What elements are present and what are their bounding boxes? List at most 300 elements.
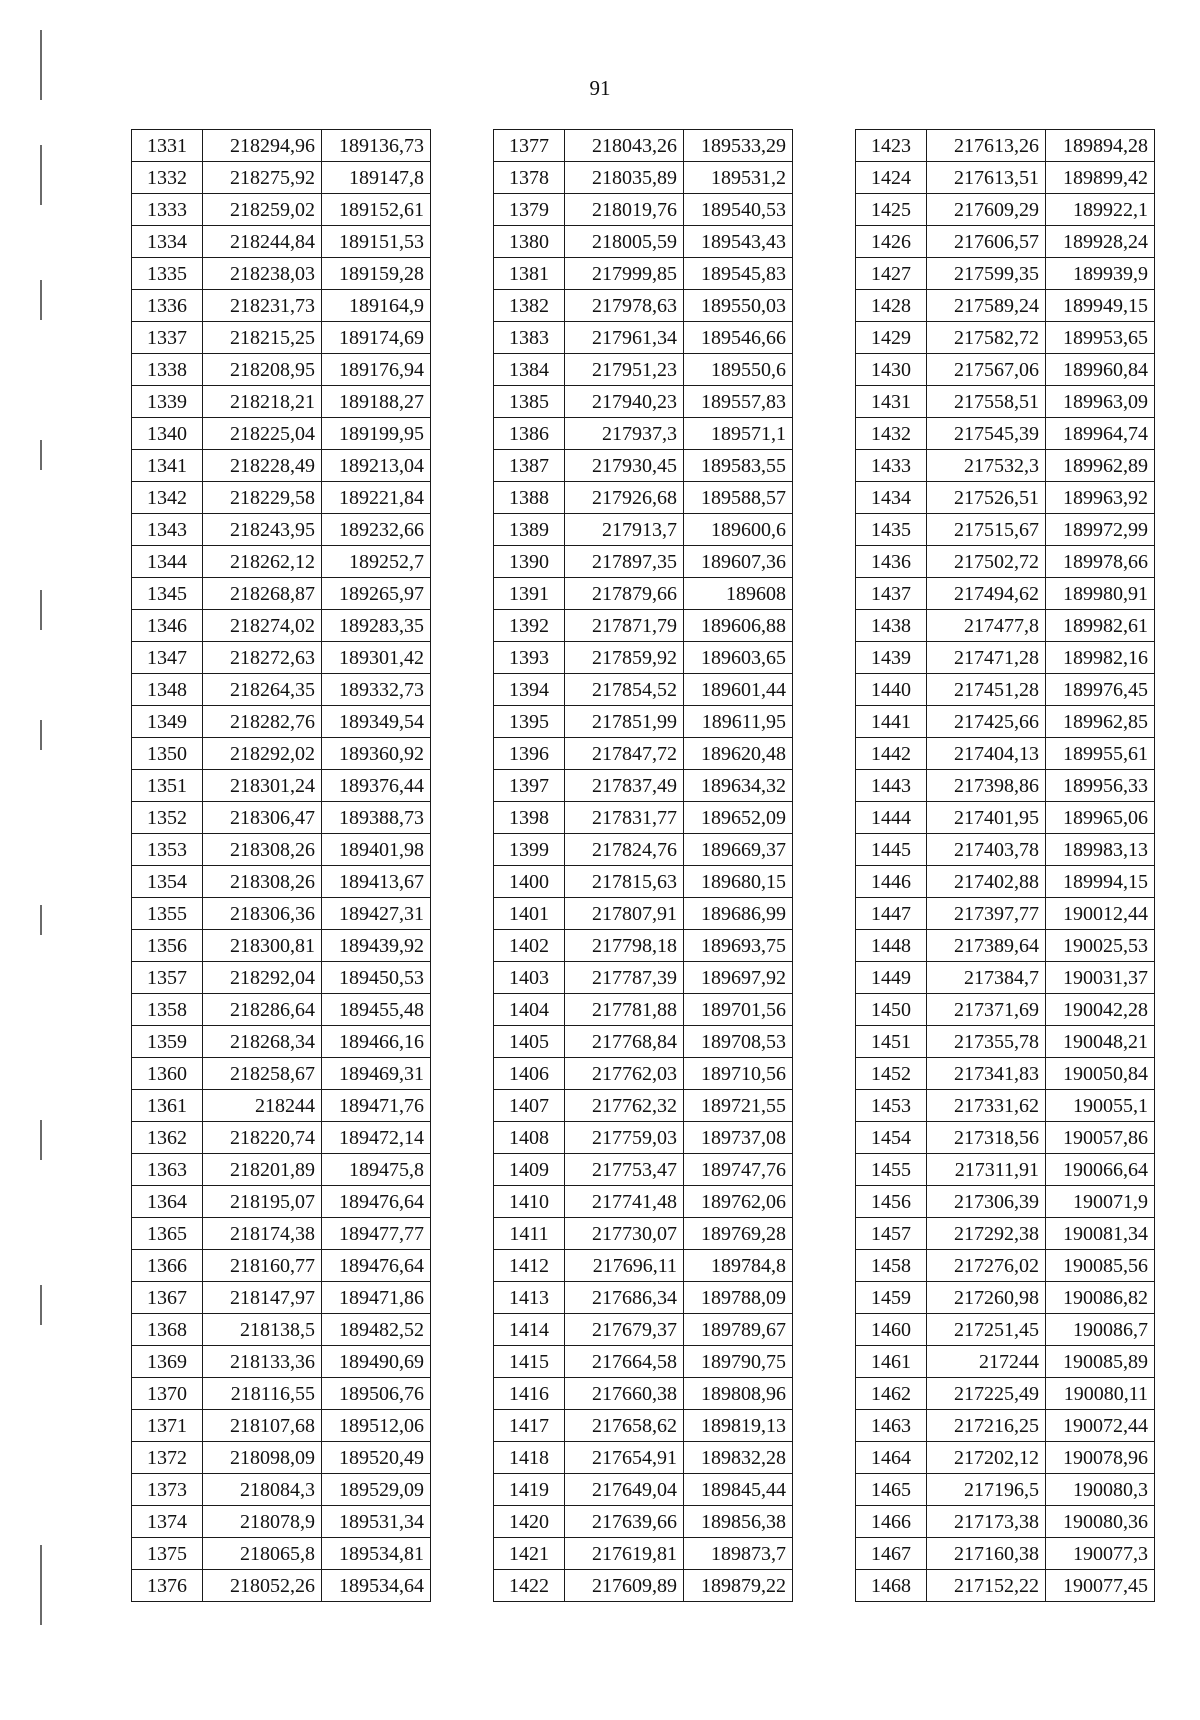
x-coordinate-cell: 218231,73 bbox=[203, 290, 322, 322]
y-coordinate-cell: 189962,89 bbox=[1046, 450, 1155, 482]
table-row bbox=[856, 1058, 1155, 1090]
x-coordinate-cell: 217196,5 bbox=[927, 1474, 1046, 1506]
point-number-cell: 1366 bbox=[132, 1250, 203, 1282]
y-coordinate-cell: 189964,74 bbox=[1046, 418, 1155, 450]
table-row bbox=[494, 706, 793, 738]
y-coordinate-cell: 190080,3 bbox=[1046, 1474, 1155, 1506]
x-coordinate-cell: 217558,51 bbox=[927, 386, 1046, 418]
table-row bbox=[132, 546, 431, 578]
point-number-cell: 1424 bbox=[856, 162, 927, 194]
x-coordinate-cell: 218084,3 bbox=[203, 1474, 322, 1506]
y-coordinate-cell: 189789,67 bbox=[684, 1314, 793, 1346]
point-number-cell: 1388 bbox=[494, 482, 565, 514]
x-coordinate-cell: 217654,91 bbox=[565, 1442, 684, 1474]
y-coordinate-cell: 189413,67 bbox=[322, 866, 431, 898]
point-number-cell: 1458 bbox=[856, 1250, 927, 1282]
table-row bbox=[494, 1154, 793, 1186]
x-coordinate-cell: 217582,72 bbox=[927, 322, 1046, 354]
table-row bbox=[494, 1442, 793, 1474]
point-number-cell: 1396 bbox=[494, 738, 565, 770]
x-coordinate-cell: 217609,29 bbox=[927, 194, 1046, 226]
y-coordinate-cell: 189543,43 bbox=[684, 226, 793, 258]
table-row bbox=[856, 994, 1155, 1026]
page-number: 91 bbox=[589, 76, 611, 100]
x-coordinate-cell: 217781,88 bbox=[565, 994, 684, 1026]
table-row bbox=[132, 1506, 431, 1538]
x-coordinate-cell: 217762,32 bbox=[565, 1090, 684, 1122]
table-row bbox=[494, 258, 793, 290]
table-row bbox=[132, 802, 431, 834]
x-coordinate-cell: 218019,76 bbox=[565, 194, 684, 226]
table-row bbox=[856, 1250, 1155, 1282]
point-number-cell: 1467 bbox=[856, 1538, 927, 1570]
x-coordinate-cell: 218272,63 bbox=[203, 642, 322, 674]
y-coordinate-cell: 189982,61 bbox=[1046, 610, 1155, 642]
y-coordinate-cell: 189747,76 bbox=[684, 1154, 793, 1186]
point-number-cell: 1372 bbox=[132, 1442, 203, 1474]
y-coordinate-cell: 189531,34 bbox=[322, 1506, 431, 1538]
point-number-cell: 1394 bbox=[494, 674, 565, 706]
y-coordinate-cell: 189252,7 bbox=[322, 546, 431, 578]
table-row bbox=[856, 1218, 1155, 1250]
x-coordinate-cell: 217660,38 bbox=[565, 1378, 684, 1410]
margin-mark bbox=[40, 720, 42, 750]
table-row bbox=[494, 610, 793, 642]
table-row bbox=[494, 1506, 793, 1538]
margin-mark bbox=[40, 1120, 42, 1160]
point-number-cell: 1407 bbox=[494, 1090, 565, 1122]
table-row bbox=[856, 226, 1155, 258]
x-coordinate-cell: 218228,49 bbox=[203, 450, 322, 482]
x-coordinate-cell: 217606,57 bbox=[927, 226, 1046, 258]
y-coordinate-cell: 189980,91 bbox=[1046, 578, 1155, 610]
x-coordinate-cell: 217847,72 bbox=[565, 738, 684, 770]
y-coordinate-cell: 190055,1 bbox=[1046, 1090, 1155, 1122]
margin-mark bbox=[40, 145, 42, 205]
point-number-cell: 1453 bbox=[856, 1090, 927, 1122]
y-coordinate-cell: 189819,13 bbox=[684, 1410, 793, 1442]
point-number-cell: 1375 bbox=[132, 1538, 203, 1570]
table-row bbox=[494, 738, 793, 770]
x-coordinate-cell: 218308,26 bbox=[203, 834, 322, 866]
x-coordinate-cell: 217619,81 bbox=[565, 1538, 684, 1570]
table-row bbox=[856, 290, 1155, 322]
table-row bbox=[856, 1282, 1155, 1314]
y-coordinate-cell: 189680,15 bbox=[684, 866, 793, 898]
y-coordinate-cell: 190050,84 bbox=[1046, 1058, 1155, 1090]
x-coordinate-cell: 218116,55 bbox=[203, 1378, 322, 1410]
point-number-cell: 1350 bbox=[132, 738, 203, 770]
table-row bbox=[856, 962, 1155, 994]
table-row bbox=[494, 962, 793, 994]
x-coordinate-cell: 218258,67 bbox=[203, 1058, 322, 1090]
x-coordinate-cell: 217851,99 bbox=[565, 706, 684, 738]
y-coordinate-cell: 189620,48 bbox=[684, 738, 793, 770]
table-row bbox=[856, 770, 1155, 802]
coordinates-table-1 bbox=[131, 129, 431, 1602]
x-coordinate-cell: 217251,45 bbox=[927, 1314, 1046, 1346]
y-coordinate-cell: 190080,11 bbox=[1046, 1378, 1155, 1410]
x-coordinate-cell: 217815,63 bbox=[565, 866, 684, 898]
x-coordinate-cell: 217403,78 bbox=[927, 834, 1046, 866]
point-number-cell: 1437 bbox=[856, 578, 927, 610]
y-coordinate-cell: 189533,29 bbox=[684, 130, 793, 162]
x-coordinate-cell: 217341,83 bbox=[927, 1058, 1046, 1090]
table-row bbox=[494, 1122, 793, 1154]
y-coordinate-cell: 189540,53 bbox=[684, 194, 793, 226]
table-row bbox=[132, 1442, 431, 1474]
x-coordinate-cell: 218229,58 bbox=[203, 482, 322, 514]
table-row bbox=[132, 226, 431, 258]
point-number-cell: 1334 bbox=[132, 226, 203, 258]
x-coordinate-cell: 218300,81 bbox=[203, 930, 322, 962]
table-row bbox=[494, 1250, 793, 1282]
x-coordinate-cell: 217389,64 bbox=[927, 930, 1046, 962]
y-coordinate-cell: 189784,8 bbox=[684, 1250, 793, 1282]
table-row bbox=[494, 162, 793, 194]
table-row bbox=[132, 130, 431, 162]
point-number-cell: 1397 bbox=[494, 770, 565, 802]
table-row bbox=[132, 514, 431, 546]
table-row bbox=[856, 1122, 1155, 1154]
table-row bbox=[132, 386, 431, 418]
x-coordinate-cell: 218238,03 bbox=[203, 258, 322, 290]
point-number-cell: 1333 bbox=[132, 194, 203, 226]
point-number-cell: 1416 bbox=[494, 1378, 565, 1410]
table-row bbox=[494, 1538, 793, 1570]
table-row bbox=[494, 898, 793, 930]
table-row bbox=[494, 578, 793, 610]
y-coordinate-cell: 189439,92 bbox=[322, 930, 431, 962]
x-coordinate-cell: 218005,59 bbox=[565, 226, 684, 258]
y-coordinate-cell: 189583,55 bbox=[684, 450, 793, 482]
point-number-cell: 1331 bbox=[132, 130, 203, 162]
y-coordinate-cell: 189601,44 bbox=[684, 674, 793, 706]
margin-mark bbox=[40, 280, 42, 320]
x-coordinate-cell: 217759,03 bbox=[565, 1122, 684, 1154]
table-row bbox=[494, 1314, 793, 1346]
x-coordinate-cell: 218133,36 bbox=[203, 1346, 322, 1378]
table-row bbox=[132, 642, 431, 674]
y-coordinate-cell: 189899,42 bbox=[1046, 162, 1155, 194]
x-coordinate-cell: 218268,34 bbox=[203, 1026, 322, 1058]
x-coordinate-cell: 217311,91 bbox=[927, 1154, 1046, 1186]
table-row bbox=[494, 1570, 793, 1602]
point-number-cell: 1332 bbox=[132, 162, 203, 194]
point-number-cell: 1455 bbox=[856, 1154, 927, 1186]
x-coordinate-cell: 217244 bbox=[927, 1346, 1046, 1378]
margin-mark bbox=[40, 30, 42, 100]
table-row bbox=[132, 706, 431, 738]
point-number-cell: 1398 bbox=[494, 802, 565, 834]
table-row bbox=[132, 898, 431, 930]
y-coordinate-cell: 189588,57 bbox=[684, 482, 793, 514]
y-coordinate-cell: 189856,38 bbox=[684, 1506, 793, 1538]
x-coordinate-cell: 217402,88 bbox=[927, 866, 1046, 898]
table-row bbox=[856, 258, 1155, 290]
y-coordinate-cell: 189965,06 bbox=[1046, 802, 1155, 834]
table-row bbox=[494, 994, 793, 1026]
point-number-cell: 1444 bbox=[856, 802, 927, 834]
table-row bbox=[132, 450, 431, 482]
point-number-cell: 1410 bbox=[494, 1186, 565, 1218]
point-number-cell: 1371 bbox=[132, 1410, 203, 1442]
y-coordinate-cell: 189469,31 bbox=[322, 1058, 431, 1090]
point-number-cell: 1387 bbox=[494, 450, 565, 482]
x-coordinate-cell: 217494,62 bbox=[927, 578, 1046, 610]
y-coordinate-cell: 189152,61 bbox=[322, 194, 431, 226]
y-coordinate-cell: 189477,77 bbox=[322, 1218, 431, 1250]
point-number-cell: 1435 bbox=[856, 514, 927, 546]
table-row bbox=[856, 194, 1155, 226]
table-row bbox=[132, 1026, 431, 1058]
y-coordinate-cell: 189953,65 bbox=[1046, 322, 1155, 354]
y-coordinate-cell: 189769,28 bbox=[684, 1218, 793, 1250]
table-row bbox=[494, 322, 793, 354]
y-coordinate-cell: 189608 bbox=[684, 578, 793, 610]
y-coordinate-cell: 189845,44 bbox=[684, 1474, 793, 1506]
x-coordinate-cell: 217331,62 bbox=[927, 1090, 1046, 1122]
point-number-cell: 1447 bbox=[856, 898, 927, 930]
point-number-cell: 1365 bbox=[132, 1218, 203, 1250]
y-coordinate-cell: 190048,21 bbox=[1046, 1026, 1155, 1058]
point-number-cell: 1429 bbox=[856, 322, 927, 354]
point-number-cell: 1406 bbox=[494, 1058, 565, 1090]
table-row bbox=[494, 418, 793, 450]
point-number-cell: 1393 bbox=[494, 642, 565, 674]
table-row bbox=[494, 1218, 793, 1250]
x-coordinate-cell: 217545,39 bbox=[927, 418, 1046, 450]
table-row bbox=[856, 354, 1155, 386]
y-coordinate-cell: 189550,6 bbox=[684, 354, 793, 386]
point-number-cell: 1361 bbox=[132, 1090, 203, 1122]
x-coordinate-cell: 217609,89 bbox=[565, 1570, 684, 1602]
table-row bbox=[856, 1314, 1155, 1346]
table-row bbox=[494, 514, 793, 546]
point-number-cell: 1446 bbox=[856, 866, 927, 898]
y-coordinate-cell: 190071,9 bbox=[1046, 1186, 1155, 1218]
x-coordinate-cell: 217762,03 bbox=[565, 1058, 684, 1090]
point-number-cell: 1433 bbox=[856, 450, 927, 482]
y-coordinate-cell: 189349,54 bbox=[322, 706, 431, 738]
y-coordinate-cell: 189388,73 bbox=[322, 802, 431, 834]
y-coordinate-cell: 189534,64 bbox=[322, 1570, 431, 1602]
x-coordinate-cell: 217741,48 bbox=[565, 1186, 684, 1218]
point-number-cell: 1381 bbox=[494, 258, 565, 290]
x-coordinate-cell: 218160,77 bbox=[203, 1250, 322, 1282]
x-coordinate-cell: 217824,76 bbox=[565, 834, 684, 866]
table-row bbox=[132, 258, 431, 290]
y-coordinate-cell: 189490,69 bbox=[322, 1346, 431, 1378]
point-number-cell: 1413 bbox=[494, 1282, 565, 1314]
y-coordinate-cell: 190042,28 bbox=[1046, 994, 1155, 1026]
x-coordinate-cell: 217567,06 bbox=[927, 354, 1046, 386]
x-coordinate-cell: 217451,28 bbox=[927, 674, 1046, 706]
point-number-cell: 1344 bbox=[132, 546, 203, 578]
table-row bbox=[856, 1474, 1155, 1506]
x-coordinate-cell: 217371,69 bbox=[927, 994, 1046, 1026]
x-coordinate-cell: 217613,51 bbox=[927, 162, 1046, 194]
table-row bbox=[132, 1282, 431, 1314]
x-coordinate-cell: 217526,51 bbox=[927, 482, 1046, 514]
table-row bbox=[856, 162, 1155, 194]
point-number-cell: 1400 bbox=[494, 866, 565, 898]
table-row bbox=[494, 130, 793, 162]
point-number-cell: 1383 bbox=[494, 322, 565, 354]
x-coordinate-cell: 217318,56 bbox=[927, 1122, 1046, 1154]
table-row bbox=[494, 450, 793, 482]
x-coordinate-cell: 218286,64 bbox=[203, 994, 322, 1026]
y-coordinate-cell: 190072,44 bbox=[1046, 1410, 1155, 1442]
table-row bbox=[856, 738, 1155, 770]
table-row bbox=[132, 1314, 431, 1346]
table-row bbox=[494, 834, 793, 866]
x-coordinate-cell: 217306,39 bbox=[927, 1186, 1046, 1218]
y-coordinate-cell: 189686,99 bbox=[684, 898, 793, 930]
point-number-cell: 1468 bbox=[856, 1570, 927, 1602]
table-row bbox=[494, 930, 793, 962]
x-coordinate-cell: 218292,02 bbox=[203, 738, 322, 770]
table-row bbox=[494, 1058, 793, 1090]
y-coordinate-cell: 189808,96 bbox=[684, 1378, 793, 1410]
x-coordinate-cell: 217292,38 bbox=[927, 1218, 1046, 1250]
point-number-cell: 1451 bbox=[856, 1026, 927, 1058]
x-coordinate-cell: 217798,18 bbox=[565, 930, 684, 962]
point-number-cell: 1420 bbox=[494, 1506, 565, 1538]
table-row bbox=[132, 1090, 431, 1122]
point-number-cell: 1411 bbox=[494, 1218, 565, 1250]
point-number-cell: 1414 bbox=[494, 1314, 565, 1346]
y-coordinate-cell: 189232,66 bbox=[322, 514, 431, 546]
y-coordinate-cell: 189790,75 bbox=[684, 1346, 793, 1378]
y-coordinate-cell: 189697,92 bbox=[684, 962, 793, 994]
y-coordinate-cell: 189928,24 bbox=[1046, 226, 1155, 258]
y-coordinate-cell: 189972,99 bbox=[1046, 514, 1155, 546]
table-row bbox=[494, 802, 793, 834]
y-coordinate-cell: 189600,6 bbox=[684, 514, 793, 546]
table-row bbox=[856, 1026, 1155, 1058]
point-number-cell: 1423 bbox=[856, 130, 927, 162]
x-coordinate-cell: 217152,22 bbox=[927, 1570, 1046, 1602]
y-coordinate-cell: 189669,37 bbox=[684, 834, 793, 866]
table-row bbox=[856, 802, 1155, 834]
point-number-cell: 1348 bbox=[132, 674, 203, 706]
point-number-cell: 1419 bbox=[494, 1474, 565, 1506]
table-row bbox=[132, 578, 431, 610]
table-row bbox=[132, 162, 431, 194]
y-coordinate-cell: 189360,92 bbox=[322, 738, 431, 770]
y-coordinate-cell: 189571,1 bbox=[684, 418, 793, 450]
table-row bbox=[132, 1570, 431, 1602]
point-number-cell: 1441 bbox=[856, 706, 927, 738]
point-number-cell: 1421 bbox=[494, 1538, 565, 1570]
x-coordinate-cell: 218043,26 bbox=[565, 130, 684, 162]
x-coordinate-cell: 218195,07 bbox=[203, 1186, 322, 1218]
table-row bbox=[132, 610, 431, 642]
point-number-cell: 1353 bbox=[132, 834, 203, 866]
table-row bbox=[132, 1218, 431, 1250]
table-row bbox=[856, 1346, 1155, 1378]
y-coordinate-cell: 190080,36 bbox=[1046, 1506, 1155, 1538]
point-number-cell: 1425 bbox=[856, 194, 927, 226]
y-coordinate-cell: 189427,31 bbox=[322, 898, 431, 930]
point-number-cell: 1449 bbox=[856, 962, 927, 994]
x-coordinate-cell: 218201,89 bbox=[203, 1154, 322, 1186]
y-coordinate-cell: 189471,86 bbox=[322, 1282, 431, 1314]
table-row bbox=[494, 1090, 793, 1122]
y-coordinate-cell: 190025,53 bbox=[1046, 930, 1155, 962]
y-coordinate-cell: 189136,73 bbox=[322, 130, 431, 162]
x-coordinate-cell: 217807,91 bbox=[565, 898, 684, 930]
y-coordinate-cell: 189472,14 bbox=[322, 1122, 431, 1154]
table-row bbox=[856, 898, 1155, 930]
table-row bbox=[494, 1474, 793, 1506]
table-row bbox=[494, 1378, 793, 1410]
x-coordinate-cell: 217930,45 bbox=[565, 450, 684, 482]
point-number-cell: 1459 bbox=[856, 1282, 927, 1314]
y-coordinate-cell: 189466,16 bbox=[322, 1026, 431, 1058]
x-coordinate-cell: 217768,84 bbox=[565, 1026, 684, 1058]
table-row bbox=[856, 130, 1155, 162]
x-coordinate-cell: 217404,13 bbox=[927, 738, 1046, 770]
y-coordinate-cell: 189550,03 bbox=[684, 290, 793, 322]
margin-mark bbox=[40, 1285, 42, 1325]
x-coordinate-cell: 218275,92 bbox=[203, 162, 322, 194]
point-number-cell: 1401 bbox=[494, 898, 565, 930]
table-row bbox=[856, 482, 1155, 514]
point-number-cell: 1340 bbox=[132, 418, 203, 450]
y-coordinate-cell: 189955,61 bbox=[1046, 738, 1155, 770]
table-row bbox=[856, 866, 1155, 898]
x-coordinate-cell: 217658,62 bbox=[565, 1410, 684, 1442]
y-coordinate-cell: 190012,44 bbox=[1046, 898, 1155, 930]
table-row bbox=[132, 194, 431, 226]
point-number-cell: 1408 bbox=[494, 1122, 565, 1154]
point-number-cell: 1418 bbox=[494, 1442, 565, 1474]
y-coordinate-cell: 189151,53 bbox=[322, 226, 431, 258]
point-number-cell: 1380 bbox=[494, 226, 565, 258]
y-coordinate-cell: 189949,15 bbox=[1046, 290, 1155, 322]
y-coordinate-cell: 189962,85 bbox=[1046, 706, 1155, 738]
point-number-cell: 1434 bbox=[856, 482, 927, 514]
table-row bbox=[856, 1538, 1155, 1570]
point-number-cell: 1346 bbox=[132, 610, 203, 642]
point-number-cell: 1384 bbox=[494, 354, 565, 386]
table-row bbox=[494, 546, 793, 578]
point-number-cell: 1343 bbox=[132, 514, 203, 546]
y-coordinate-cell: 189265,97 bbox=[322, 578, 431, 610]
point-number-cell: 1427 bbox=[856, 258, 927, 290]
table-row bbox=[132, 1186, 431, 1218]
point-number-cell: 1360 bbox=[132, 1058, 203, 1090]
table-row bbox=[856, 1410, 1155, 1442]
x-coordinate-cell: 217730,07 bbox=[565, 1218, 684, 1250]
y-coordinate-cell: 189455,48 bbox=[322, 994, 431, 1026]
point-number-cell: 1428 bbox=[856, 290, 927, 322]
y-coordinate-cell: 189960,84 bbox=[1046, 354, 1155, 386]
x-coordinate-cell: 217502,72 bbox=[927, 546, 1046, 578]
table-row bbox=[856, 642, 1155, 674]
table-row bbox=[132, 1538, 431, 1570]
point-number-cell: 1404 bbox=[494, 994, 565, 1026]
point-number-cell: 1356 bbox=[132, 930, 203, 962]
table-row bbox=[132, 1346, 431, 1378]
point-number-cell: 1417 bbox=[494, 1410, 565, 1442]
x-coordinate-cell: 217160,38 bbox=[927, 1538, 1046, 1570]
x-coordinate-cell: 218065,8 bbox=[203, 1538, 322, 1570]
x-coordinate-cell: 217589,24 bbox=[927, 290, 1046, 322]
coordinates-table-2 bbox=[493, 129, 793, 1602]
